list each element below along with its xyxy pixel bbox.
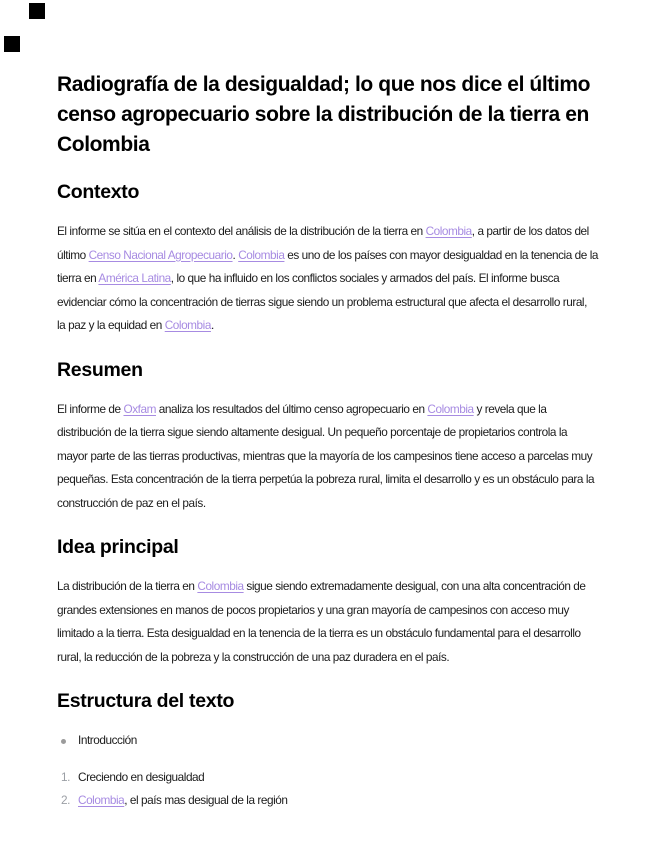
list-item [57,789,598,813]
inline-link[interactable]: Colombia [238,247,285,262]
bullet-marker [57,729,78,753]
page-title: Radiografía de la desigualdad; lo que nos dice el último censo agropecuario sobre la distribución de la tierra en Colombia [57,73,591,156]
document-page [57,0,598,813]
bullet-icon [61,739,66,744]
bullet-list [57,729,598,753]
numbered-list [57,766,598,813]
text-segment: El informe se sitúa en el contexto del análisis de la distribución de la tierra en [57,224,426,238]
text-segment: Creciendo en desigualdad [78,769,205,784]
section-idea-principal [57,535,598,669]
text-segment: y revela que la distribución de la tierra sigue siendo altamente desigual. Un pequeño porcentaje de propietarios controla la mayor parte de las tierras productivas, mientras que la mayoría de los campesinos tiene acceso a parcelas muy pequeñas. Esta concentración de la tierra perpetúa la pobreza rural, limita el desarrollo y es un obstáculo para la construcción de paz en el país. [57,401,595,510]
section-estructura-del-texto [57,689,598,813]
paragraph-idea-principal [57,575,598,669]
inline-link[interactable]: Oxfam [123,401,156,416]
inline-link[interactable]: Colombia [78,793,125,807]
text-segment: El informe de [57,401,124,416]
black-square-icon [29,3,45,19]
list-item [57,766,598,790]
black-square-icon [4,36,20,52]
paragraph-resumen [57,398,598,516]
inline-link[interactable]: Colombia [425,224,472,238]
text-segment: , a partir de los datos del último [57,224,589,262]
text-segment: . [232,247,239,262]
inline-link[interactable]: Censo Nacional Agropecuario [88,247,233,262]
text-segment: es uno de los países con mayor desigualdad en la tenencia de la tierra en [57,247,598,285]
text-segment: analiza los resultados del último censo agropecuario en [155,401,428,416]
text-segment: Introducción [78,733,137,747]
text-segment: , lo que ha influido en los conflictos sociales y armados del país. El informe busca evidenciar cómo la concentración de tierras sigue siendo un problema estructural que afecta el desarrollo rural, la paz y la equidad en [57,271,587,332]
inline-link[interactable]: Colombia [427,401,474,416]
section-heading-contexto: Contexto [57,181,140,203]
list-item [57,729,598,753]
section-heading-idea-principal: Idea principal [57,536,179,558]
section-heading-estructura: Estructura del texto [57,690,235,712]
text-segment: , el país mas desigual de la región [124,793,288,807]
inline-link[interactable]: América Latina [98,271,171,285]
list-number: 1. [61,769,70,784]
section-contexto [57,180,598,338]
inline-link[interactable]: Colombia [164,318,211,332]
section-resumen [57,358,598,516]
list-item-text [78,766,598,790]
list-item-text [78,789,598,813]
section-heading-resumen: Resumen [57,358,143,381]
list-item-text [78,729,598,753]
inline-link[interactable]: Colombia [197,579,244,593]
text-segment: sigue siendo extremadamente desigual, con una alta concentración de grandes extensiones en manos de pocos propietarios y una gran mayoría de campesinos con acceso muy limitado a la tierra. Esta desigualdad en la tenencia de la tierra es un obstáculo fundamental para el desarrollo rural, la reducción de la pobreza y la construcción de una paz duradera en el país. [57,579,586,664]
paragraph-contexto [57,220,598,338]
text-segment: La distribución de la tierra en [57,579,198,593]
list-number: 2. [61,793,70,807]
text-segment: . [210,318,214,332]
